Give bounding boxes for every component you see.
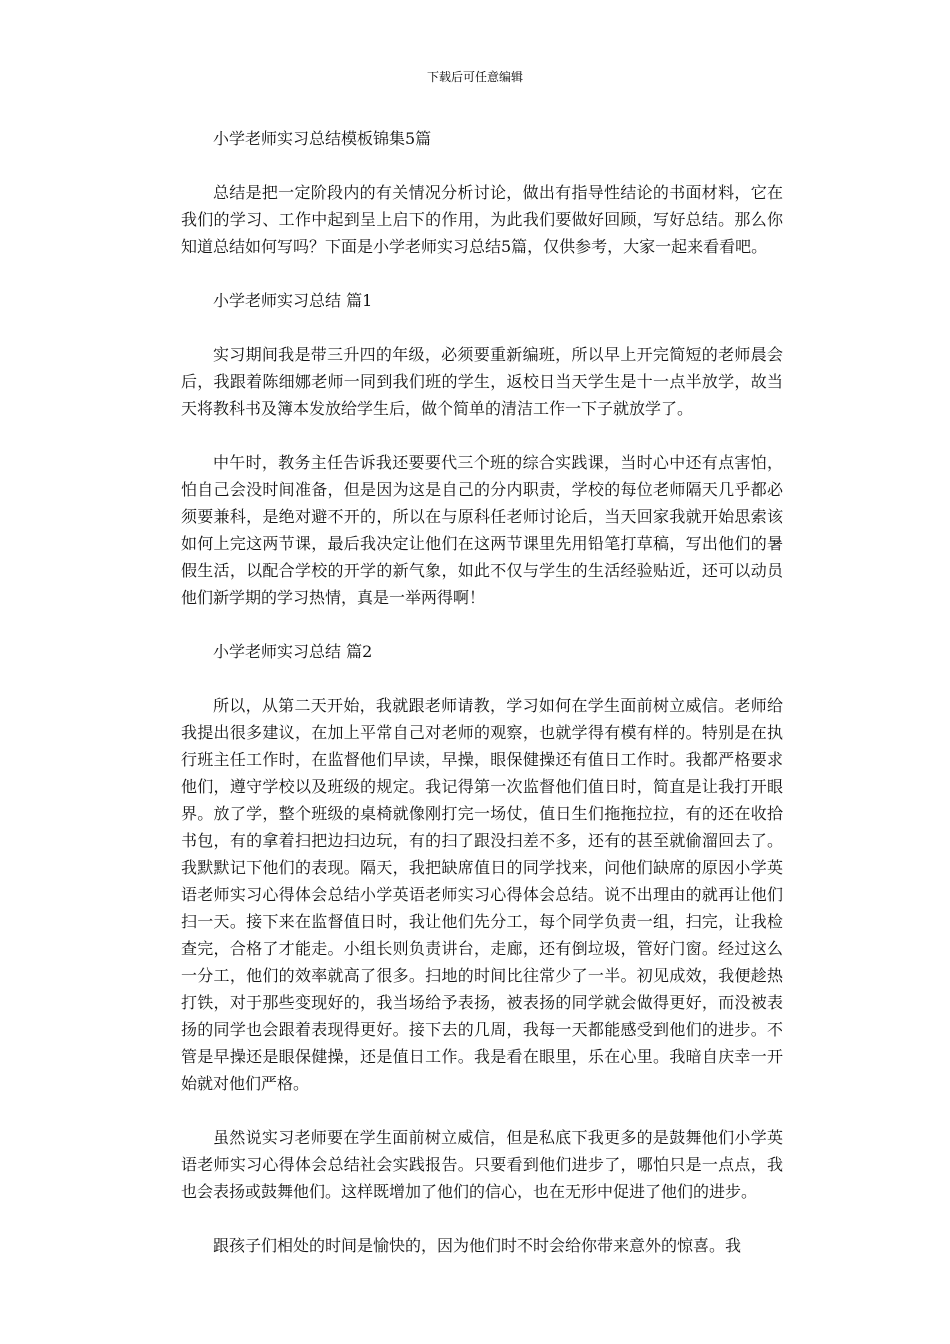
section-1-title: 小学老师实习总结 篇1 bbox=[213, 291, 373, 310]
document-body bbox=[181, 125, 783, 1286]
section-2-paragraph: 所以，从第二天开始，我就跟老师请教，学习如何在学生面前树立威信。老师给我提出很多建议，在加上平常自己对老师的观察，也就学得有模有样的。特别是在执行班主任工作时，在监督他们早读，早操，眼保健操还有值日工作时。我都严格要求他们，遵守学校以及班级的规定。我记得第一次监督他们值日时，简直是让我打开眼界。放了学，整个班级的桌椅就像刚打完一场仗，值日生们拖拖拉拉，有的还在收拾书包，有的拿着扫把边扫边玩，有的扫了跟没扫差不多，还有的甚至就偷溜回去了。我默默记下他们的表现。隔天，我把缺席值日的同学找来，问他们缺席的原因小学英语老师实习心得体会总结小学英语老师实习心得体会总结。说不出理由的就再让他们扫一天。接下来在监督值日时，我让他们先分工，每个同学负责一组，扫完，让我检查完，合格了才能走。小组长则负责讲台，走廊，还有倒垃圾，管好门窗。经过这么一分工，他们的效率就高了很多。扫地的时间比往常少了一半。初见成效，我便趁热打铁，对于那些变现好的，我当场给予表扬，被表扬的同学就会做得更好，而没被表扬的同学也会跟着表现得更好。接下去的几周，我每一天都能感受到他们的进步。不管是早操还是眼保健操，还是值日工作。我是看在眼里，乐在心里。我暗自庆幸一开始就对他们严格。 bbox=[181, 696, 783, 1093]
intro-paragraph: 总结是把一定阶段内的有关情况分析讨论，做出有指导性结论的书面材料，它在我们的学习、工作中起到呈上启下的作用，为此我们要做好回顾，写好总结。那么你知道总结如何写吗？下面是小学老师实习总结5篇，仅供参考，大家一起来看看吧。 bbox=[181, 183, 783, 256]
document-title: 小学老师实习总结模板锦集5篇 bbox=[213, 129, 432, 148]
section-1-paragraph: 实习期间我是带三升四的年级，必须要重新编班，所以早上开完简短的老师晨会后，我跟着陈细娜老师一同到我们班的学生，返校日当天学生是十一点半放学，故当天将教科书及簿本发放给学生后，做个简单的清洁工作一下子就放学了。 bbox=[181, 345, 783, 418]
header-note: 下载后可任意编辑 bbox=[426, 70, 523, 84]
section-2-title: 小学老师实习总结 篇2 bbox=[213, 642, 373, 661]
section-2-paragraph: 跟孩子们相处的时间是愉快的，因为他们时不时会给你带来意外的惊喜。我 bbox=[213, 1236, 742, 1255]
section-2-paragraph: 虽然说实习老师要在学生面前树立威信，但是私底下我更多的是鼓舞他们小学英语老师实习心得体会总结社会实践报告。只要看到他们进步了，哪怕只是一点点，我也会表扬或鼓舞他们。这样既增加了他们的信心，也在无形中促进了他们的进步。 bbox=[181, 1128, 783, 1201]
section-1-paragraph: 中午时，教务主任告诉我还要要代三个班的综合实践课，当时心中还有点害怕，怕自己会没时间准备，但是因为这是自己的分内职责，学校的每位老师隔天几乎都必须要兼科，是绝对避不开的，所以在与原科任老师讨论后，当天回家我就开始思索该如何上完这两节课，最后我决定让他们在这两节课里先用铅笔打草稿，写出他们的暑假生活，以配合学校的开学的新气象，如此不仅与学生的生活经验贴近，还可以动员他们新学期的学习热情，真是一举两得啊！ bbox=[181, 453, 783, 607]
